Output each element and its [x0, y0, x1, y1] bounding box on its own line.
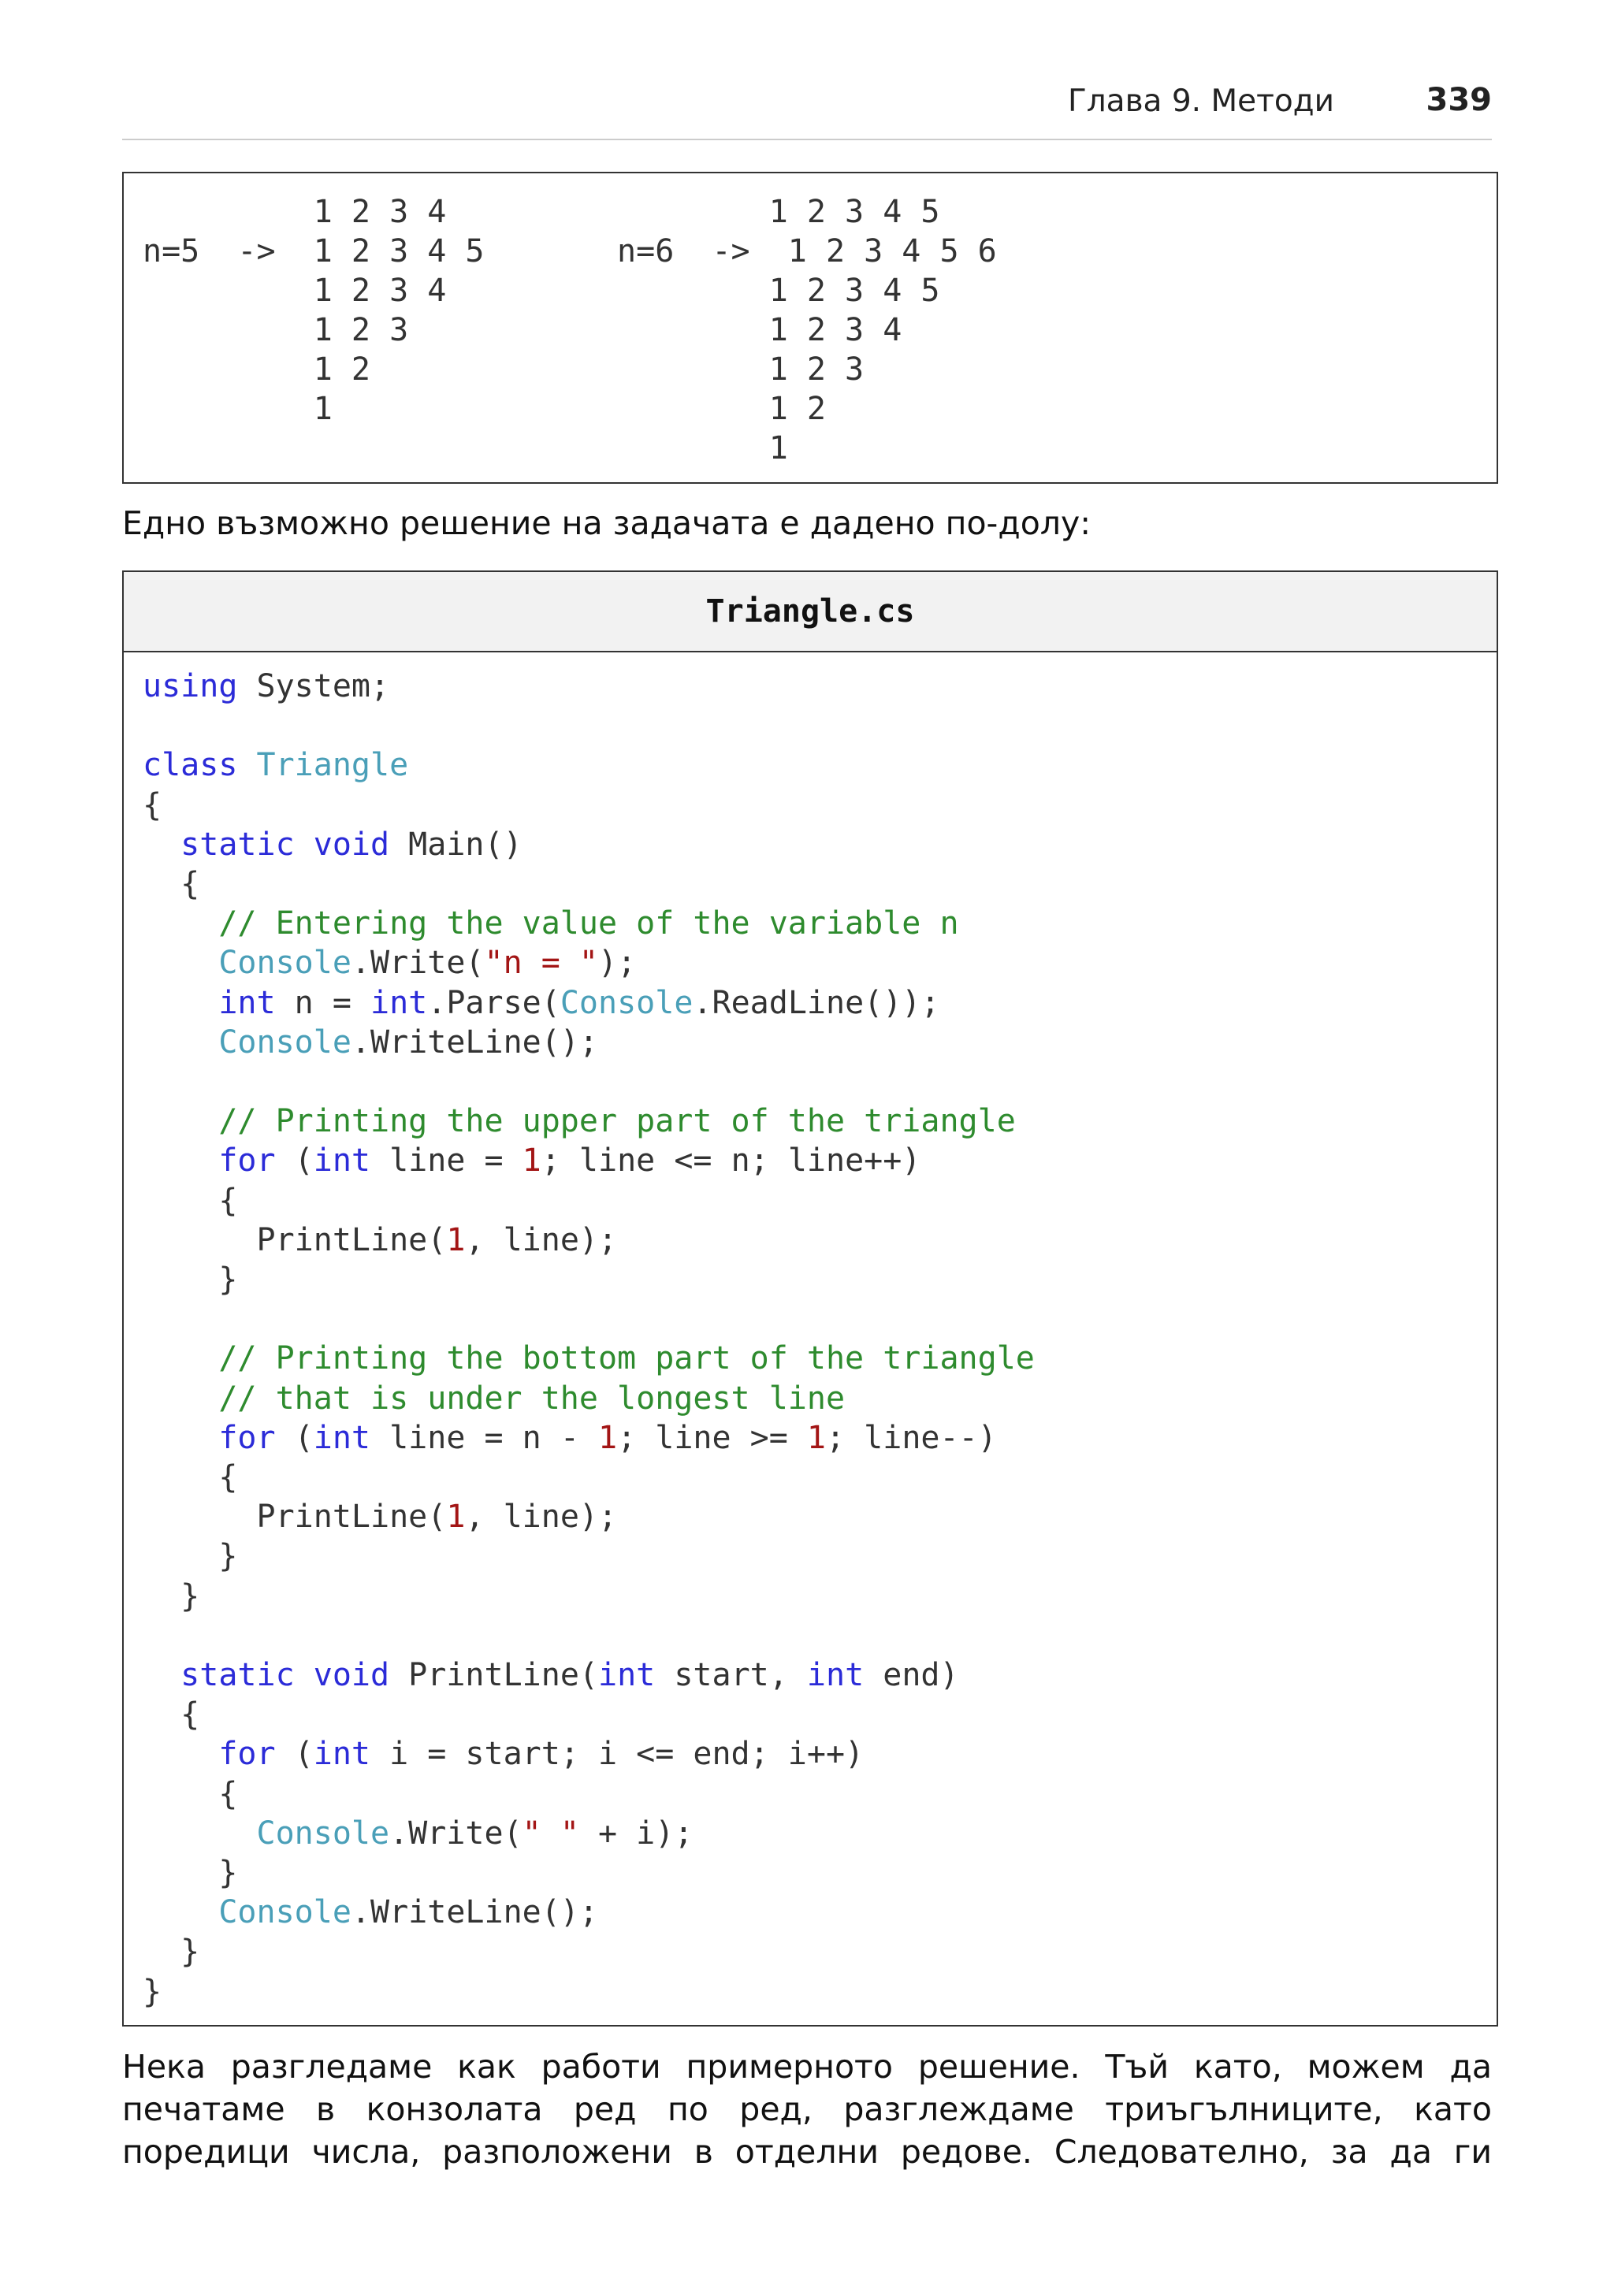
code-line: for (int line = 1; line <= n; line++) — [218, 1142, 921, 1180]
code-line: { — [143, 1775, 238, 1812]
code-line: // Entering the value of the variable n — [218, 905, 959, 942]
code-line: } — [143, 1577, 200, 1614]
code-line: int n = int.Parse(Console.ReadLine()); — [218, 984, 940, 1021]
code-line: Console.WriteLine(); — [218, 1894, 598, 1931]
code-line: // that is under the longest line — [218, 1380, 846, 1417]
code-line: for (int i = start; i <= end; i++) — [218, 1736, 865, 1773]
intro-paragraph: Едно възможно решение на задачата е дадено по-долу: — [122, 504, 1091, 542]
code-line: } — [143, 1538, 238, 1575]
chapter-title: Глава 9. Методи — [1067, 84, 1334, 119]
page-number: 339 — [1426, 82, 1492, 118]
closing-paragraph — [122, 2045, 1492, 2173]
code-line: PrintLine(1, line); — [143, 1221, 618, 1258]
code-line: class Triangle — [143, 747, 409, 784]
code-line: using System; — [143, 668, 390, 704]
output-example-text: 1 2 3 4 1 2 3 4 5 n=5 -> 1 2 3 4 5 n=6 -> 1 2 3 4 5 6 1 2 3 4 1 2 3 4 5 1 2 3 1 2 3 4 1 2 1 2 3 1 1 2 1 — [143, 194, 997, 466]
code-filename: Triangle.cs — [124, 572, 1497, 652]
code-line: // Printing the upper part of the triangle — [218, 1103, 1016, 1140]
code-line: PrintLine(1, line); — [143, 1499, 618, 1536]
code-line: Console.Write("n = "); — [218, 945, 637, 982]
closing-line: печатаме в конзолата ред по ред, разглеждаме триъгълниците, като — [122, 2090, 1492, 2128]
code-line: } — [143, 1934, 200, 1971]
code-line: } — [143, 1855, 238, 1891]
code-line: } — [143, 1261, 238, 1298]
code-line: { — [143, 1459, 238, 1495]
code-line: { — [143, 866, 200, 902]
closing-line: Нека разгледаме как работи примерното решение. Тъй като, можем да — [122, 2048, 1492, 2086]
code-line: // Printing the bottom part of the triangle — [218, 1340, 1035, 1377]
closing-line: поредици числа, разположени в отделни редове. Следователно, за да ги — [122, 2133, 1492, 2171]
code-listing — [122, 570, 1498, 2027]
code-line: Console.WriteLine(); — [218, 1024, 598, 1061]
code-line: Console.Write(" " + i); — [256, 1815, 694, 1852]
code-line: } — [143, 1973, 162, 2010]
code-line: { — [143, 1696, 200, 1733]
code-line: for (int line = n - 1; line >= 1; line--) — [218, 1419, 997, 1456]
code-line: { — [143, 786, 162, 823]
page-header — [122, 79, 1492, 126]
code-line: { — [143, 1182, 238, 1219]
header-divider — [122, 139, 1492, 140]
code-line: static void PrintLine(int start, int end) — [180, 1657, 959, 1693]
output-example-box — [122, 172, 1498, 484]
code-line: static void Main() — [180, 826, 523, 863]
